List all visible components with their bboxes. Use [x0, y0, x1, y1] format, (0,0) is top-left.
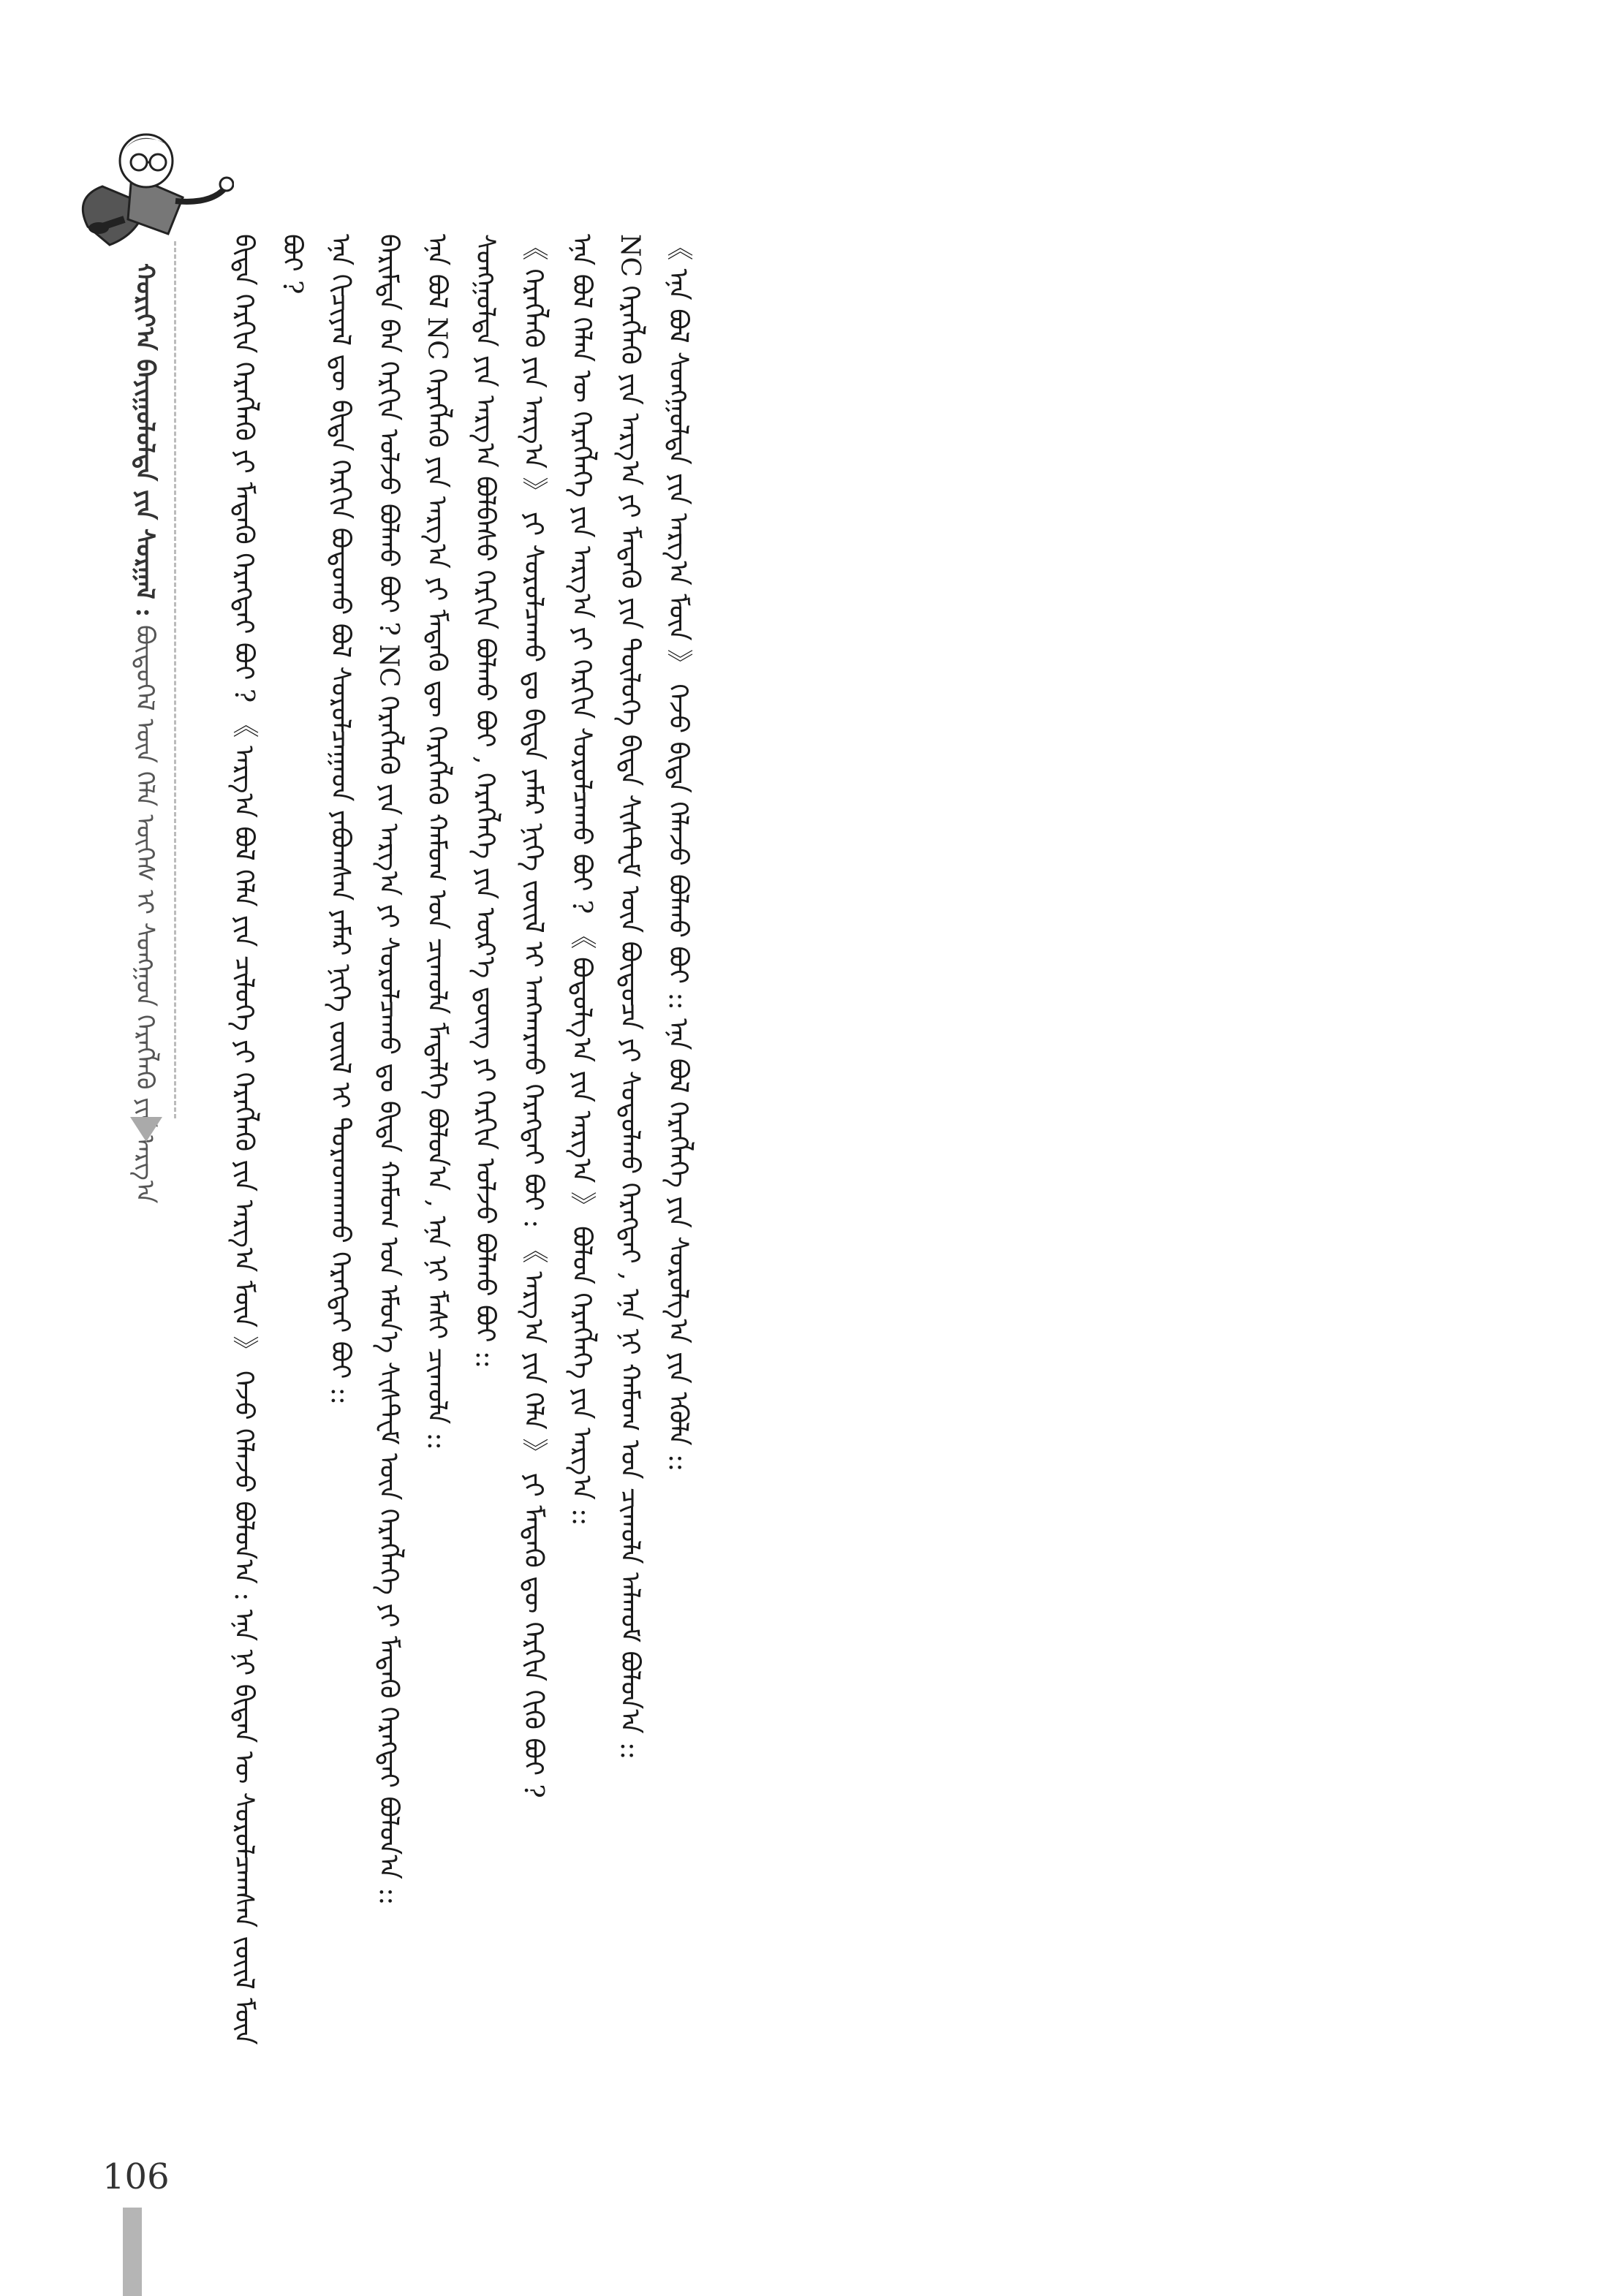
header-divider — [174, 241, 176, 1118]
paragraph: ᠪᠠᠷᠢᠮᠲᠠ ᠪᠠᠨ ᠬᠡᠷᠬᠢᠨ ᠣᠯᠵᠤ ᠪᠣᠯᠬᠤ ᠪᠤᠢ ? NC ᠬᠡᠷᠡᠭᠯᠡᠬᠦ ᠶᠢᠨ ᠠᠷᠭ᠎ᠠ ᠶᠢ ᠰᠤᠷᠤᠯᠴᠠᠬᠤ ᠳᠤ ᠪᠢᠳᠡ ᠬᠠᠮᠤᠭ ᠤᠨ ᠡᠮᠦᠨ᠎ᠡ ᠰᠢᠰᠲ᠋ᠧᠮ ᠦᠨ ᠬᠡᠷᠡᠭᠯᠡᠭᠡ ᠶᠢ ᠮᠡᠳᠡᠬᠦ ᠬᠡᠷᠡᠭᠲᠡᠢ ᠪᠣᠯᠤᠨ᠎ᠠ :: — [374, 234, 404, 1906]
header-subtitle: ᠪᠦᠲᠦᠭᠡᠯ ᠦᠨ ᠬᠡᠯᠡ ᠦᠭᠡᠰ ᠢ ᠰᠣᠩᠭᠣᠨ ᠬᠡᠷᠡᠭᠯᠡᠬᠦ ᠶᠢᠨ ᠠᠷᠭ᠎ᠠ — [130, 625, 159, 1204]
header-arrow-icon — [130, 1117, 162, 1142]
paragraph: 《 ᠬᠡᠷᠡᠭᠯᠡᠬᠦ ᠶᠢᠨ ᠠᠷᠭ᠎ᠠ 》 ᠶᠢ ᠰᠤᠷᠤᠯᠴᠠᠬᠤ ᠳᠤ ᠪᠢᠳᠡ ᠶᠠᠮᠠᠷ ᠨᠢᠭᠡ ᠵᠦᠢᠯ ᠢ ᠠᠩᠬᠠᠷᠬᠤ ᠬᠡᠷᠡᠭᠲᠡᠢ ᠪᠤᠢ : 《 ᠠᠷᠭ᠎ᠠ ᠶᠢᠨ ᠬᠡᠯᠡ 》 ᠶᠢ ᠮᠡᠳᠡᠬᠦ ᠳᠦ ᠬᠡᠷᠬᠢᠨ ᠬᠢᠬᠦ ᠪᠤᠢ ? — [518, 234, 548, 1798]
header-title: ᠬᠣᠷᠢᠶ᠎ᠠ ᠪᠠᠶᠢᠭᠤᠯᠤᠯᠲᠠ ᠶᠢᠨ ᠰᠤᠷᠭᠠᠯ : — [130, 263, 159, 618]
mascot-boy-flying-icon — [58, 117, 234, 263]
paragraph: 《 ᠡᠨᠡ ᠪᠣᠯ ᠰᠣᠩᠭᠣᠯᠲᠠ ᠶᠢᠨ ᠠᠷᠭ᠎ᠠ ᠮᠥᠨ 》 ᠭᠡᠵᠦ ᠪᠢᠳᠡ ᠬᠡᠯᠡᠵᠦ ᠪᠣᠯᠬᠤ ᠪᠤᠢ :: ᠡᠨᠡ ᠪᠣᠯ ᠬᠡᠷᠡᠭᠯᠡᠭᠡ ᠶᠢᠨ ᠰᠤᠷᠤᠯᠭ᠎ᠠ ᠶᠢᠨ ᠡᠭᠦᠯᠡ :: — [663, 234, 693, 1472]
page-edge-bar — [123, 2208, 142, 2296]
body-text — [219, 234, 1448, 2061]
paragraph: ᠡᠨᠡ ᠪᠣᠯ ᠬᠡᠯᠡᠨ ᠦ ᠬᠡᠷᠡᠭᠯᠡᠭᠡ ᠶᠢᠨ ᠠᠷᠭ᠎ᠠ ᠶᠢ ᠬᠡᠷᠬᠢᠨ ᠰᠤᠷᠤᠯᠴᠠᠬᠤ ᠪᠤᠢ ? 《 ᠪᠣᠳᠣᠯᠭ᠎ᠠ ᠶᠢᠨ ᠠᠷᠭ᠎ᠠ 》 ᠪᠣᠯᠣᠨ ᠬᠡᠷᠡᠭᠯᠡᠭᠡ ᠶᠢᠨ ᠠᠷᠭ᠎ᠠ :: — [567, 234, 597, 1526]
running-header — [123, 263, 167, 1204]
paragraph: ᠰᠣᠩᠭᠣᠯᠲᠠ ᠶᠢᠨ ᠠᠷᠭ᠎ᠠ ᠪᠣᠯᠪᠠᠰᠤ ᠬᠡᠷᠬᠢᠨ ᠪᠣᠯᠬᠤ ᠪᠤᠢ , ᠬᠡᠷᠡᠭᠯᠡᠭᠡ ᠶᠢᠨ ᠦᠷ᠎ᠡ ᠳ᠋ᠦᠩ ᠶᠢ ᠬᠡᠷᠬᠢᠨ ᠣᠯᠵᠤ ᠪᠣᠯᠬᠤ ᠪᠤᠢ :: — [470, 234, 500, 1369]
page-number: 106 — [102, 2156, 170, 2197]
paragraph: NC ᠬᠡᠷᠡᠭᠯᠡᠬᠦ ᠶᠢᠨ ᠠᠷᠭ᠎ᠠ ᠶᠢ ᠮᠡᠳᠡᠬᠦ ᠶᠢᠨ ᠲᠥᠯᠦᠭᠡ ᠪᠢᠳᠡ ᠰᠢᠰᠲ᠋ᠧᠮ ᠦᠨ ᠪᠦᠲᠦᠴᠡ ᠶᠢ ᠰᠤᠳᠤᠯᠬᠤ ᠬᠡᠷᠡᠭᠲᠡᠢ , ᠡᠨᠡ ᠨᠢ ᠬᠠᠮᠤᠭ ᠤᠨ ᠴᠢᠬᠤᠯᠠ ᠠᠯᠬᠤᠮ ᠪᠣᠯᠣᠨ᠎ᠠ :: — [615, 234, 645, 1760]
paragraph: ᠪᠢᠳᠡ ᠬᠡᠷᠬᠢᠨ ᠬᠡᠷᠡᠭᠯᠡᠬᠦ ᠶᠢ ᠮᠡᠳᠡᠬᠦ ᠬᠡᠷᠡᠭᠲᠡᠢ ᠪᠤᠢ ? 《 ᠠᠷᠭ᠎ᠠ ᠪᠣᠯ ᠬᠡᠯᠡ ᠶᠢᠨ ᠴᠢᠯᠦᠭᠡ ᠶᠢ ᠬᠡᠷᠡᠭᠯᠡᠬᠦ ᠶᠢᠨ ᠠᠷᠭ᠎ᠠ ᠮᠥᠨ 》 ᠭᠡᠵᠦ ᠬᠡᠯᠡᠵᠦ ᠪᠣᠯᠣᠨ᠎ᠠ : ᠡᠨᠡ ᠨᠢ ᠪᠢᠳᠡᠨ ᠦ ᠰᠤᠷᠤᠯᠴᠠᠭᠰᠠᠨ ᠵᠦᠢᠯ ᠮᠥᠨ ᠪᠤᠢ ? — [229, 234, 307, 2045]
paragraph: ᠡᠨᠡ ᠬᠢᠴᠢᠶᠡᠯ ᠳᠦ ᠪᠢᠳᠡ ᠬᠡᠷᠬᠢᠨ ᠪᠣᠳᠣᠬᠤ ᠪᠣᠯ ᠰᠤᠷᠤᠯᠴᠠᠭᠠᠳ ᠶᠠᠪᠤᠭᠰᠠᠨ ᠶᠠᠮᠠᠷ ᠨᠢᠭᠡ ᠵᠦᠢᠯ ᠢ ᠳᠤᠷᠠᠳᠬᠠᠬᠤ ᠬᠡᠷᠡᠭᠲᠡᠢ ᠪᠤᠢ :: — [325, 234, 355, 1406]
paragraph: ᠡᠨᠡ ᠪᠣᠯ NC ᠬᠡᠷᠡᠭᠯᠡᠬᠦ ᠶᠢᠨ ᠠᠷᠭ᠎ᠠ ᠶᠢ ᠮᠡᠳᠡᠬᠦ ᠳᠦ ᠬᠡᠷᠡᠭᠯᠡᠬᠦ ᠬᠠᠮᠤᠭ ᠤᠨ ᠴᠢᠬᠤᠯᠠ ᠮᠡᠳᠡᠯᠭᠡ ᠪᠣᠯᠣᠨ᠎ᠠ , ᠡᠨᠡ ᠨᠢ ᠮᠠᠰᠢ ᠴᠢᠬᠤᠯᠠ :: — [422, 234, 452, 1450]
